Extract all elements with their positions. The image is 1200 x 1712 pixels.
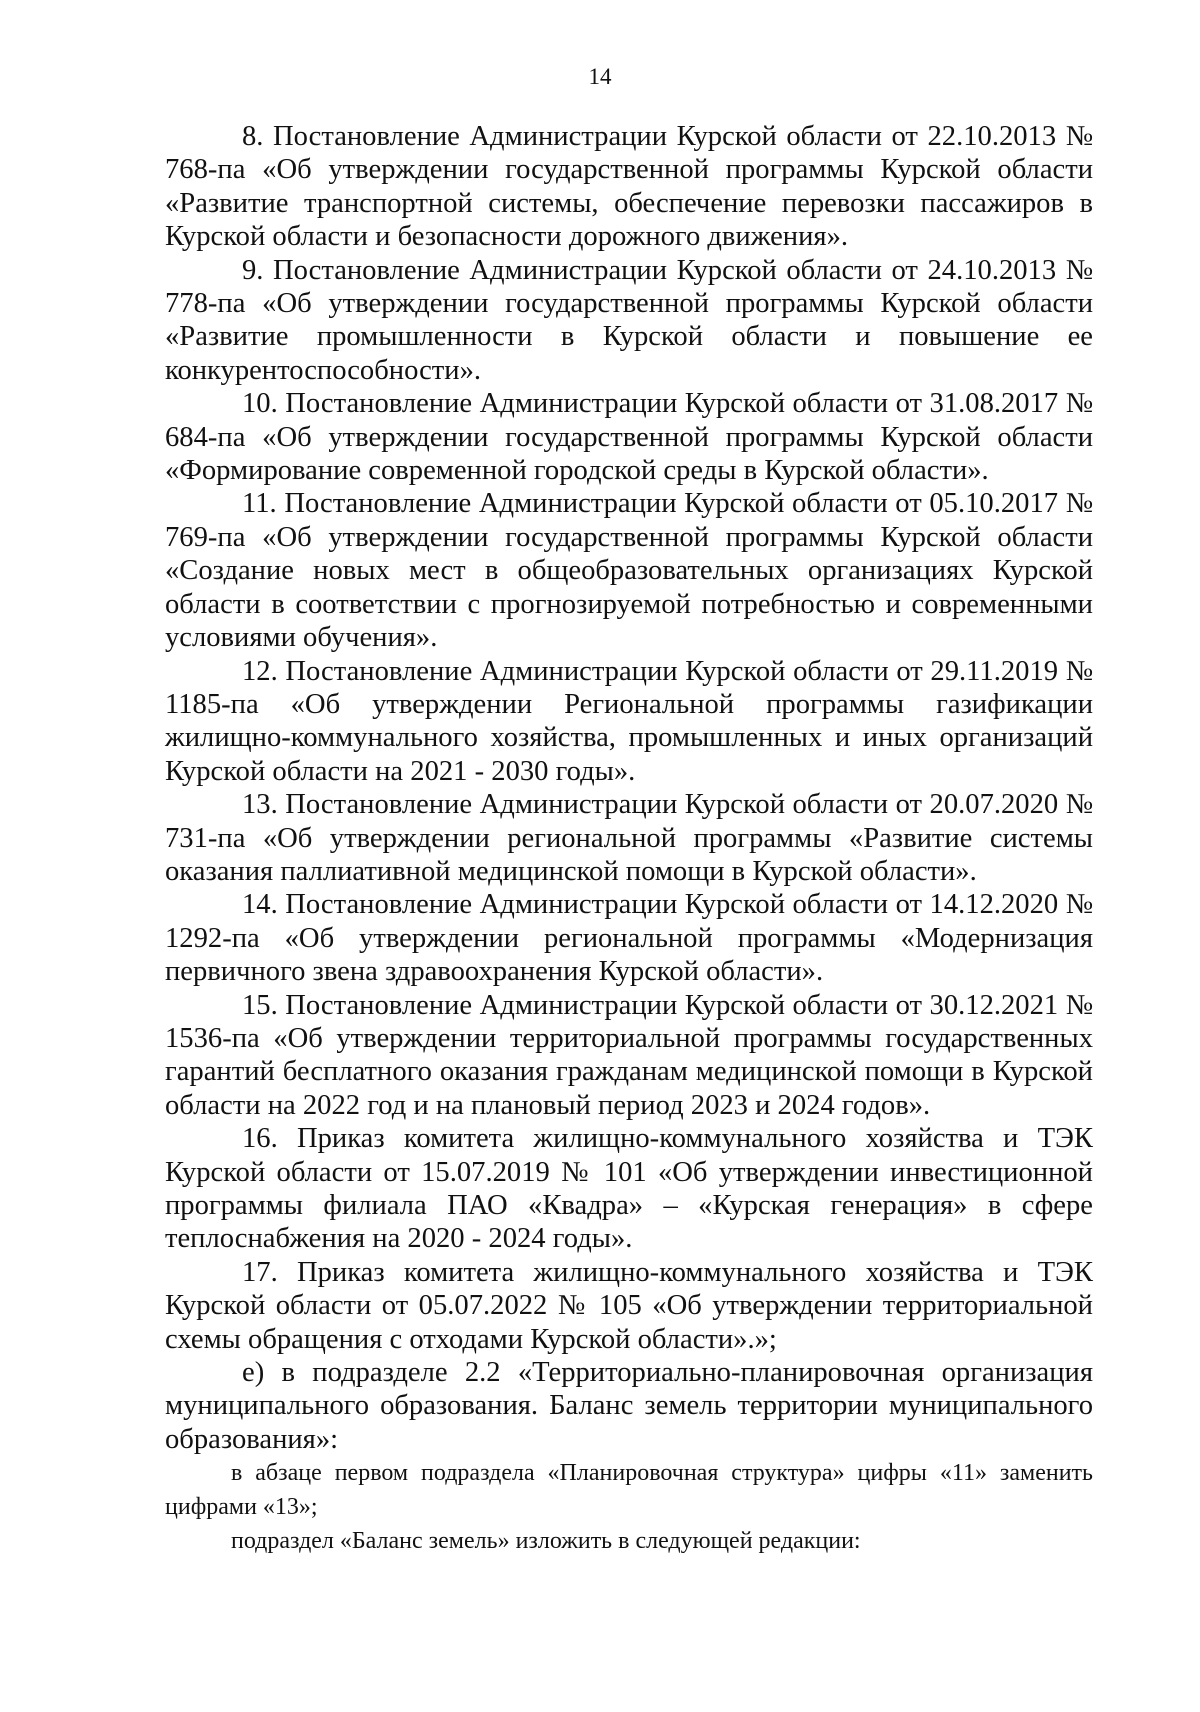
paragraph-item-14: 14. Постановление Администрации Курской области от 14.12.2020 № 1292-па «Об утверждении региональной программы «Модернизация первичного звена здравоохранения Курской области». [165,889,1093,988]
page-number: 14 [588,64,612,89]
paragraph-item-10: 10. Постановление Администрации Курской области от 31.08.2017 № 684-па «Об утверждении государственной программы Курской области «Формирование современной городской среды в Курской области». [165,388,1093,487]
paragraph-subsection-e: е) в подразделе 2.2 «Территориально-планировочная организация муниципального образования. Баланс земель территории муниципального образования»: [165,1357,1093,1455]
paragraph-item-17: 17. Приказ комитета жилищно-коммунального хозяйства и ТЭК Курской области от 05.07.2022 № 105 «Об утверждении территориальной схемы обращения с отходами Курской области».»; [165,1256,1093,1355]
paragraph-item-13: 13. Постановление Администрации Курской области от 20.07.2020 № 731-па «Об утверждении региональной программы «Развитие системы оказания паллиативной медицинской помощи в Курской области». [165,789,1093,887]
paragraph-item-11: 11. Постановление Администрации Курской области от 05.10.2017 № 769-па «Об утверждении государственной программы Курской области «Создание новых мест в общеобразовательных организациях Курской области в соответствии с прогнозируемой потребностью и современными условиями обучения». [165,488,1093,654]
paragraph-item-12: 12. Постановление Администрации Курской области от 29.11.2019 № 1185-па «Об утверждении Региональной программы газификации жилищно-коммунального хозяйства, промышленных и иных организаций Курской области на 2021 - 2030 годы». [165,655,1093,787]
paragraph-item-16: 16. Приказ комитета жилищно-коммунального хозяйства и ТЭК Курской области от 15.07.2019 № 101 «Об утверждении инвестиционной программы филиала ПАО «Квадра» – «Курская генерация» в сфере теплоснабжения на 2020 - 2024 годы». [165,1123,1093,1255]
paragraph-item-15: 15. Постановление Администрации Курской области от 30.12.2021 № 1536-па «Об утверждении территориальной программы государственных гарантий бесплатного оказания гражданам медицинской помощи в Курской области на 2022 год и на плановый период 2023 и 2024 годов». [165,989,1093,1121]
paragraph-item-8: 8. Постановление Администрации Курской области от 22.10.2013 № 768-па «Об утверждении государственной программы Курской области «Развитие транспортной системы, обеспечение перевозки пассажиров в Курской области и безопасности дорожного движения». [165,121,1093,253]
paragraph-land-balance-intro: подраздел «Баланс земель» изложить в следующей редакции: [231,1528,861,1555]
document-body [165,120,1093,1558]
paragraph-first-abzac-change: в абзаце первом подраздела «Планировочная структура» цифры «11» заменить цифрами «13»; [165,1460,1093,1521]
paragraph-item-9: 9. Постановление Администрации Курской области от 24.10.2013 № 778-па «Об утверждении государственной программы Курской области «Развитие промышленности в Курской области и повышение ее конкурентоспособности». [165,254,1093,386]
